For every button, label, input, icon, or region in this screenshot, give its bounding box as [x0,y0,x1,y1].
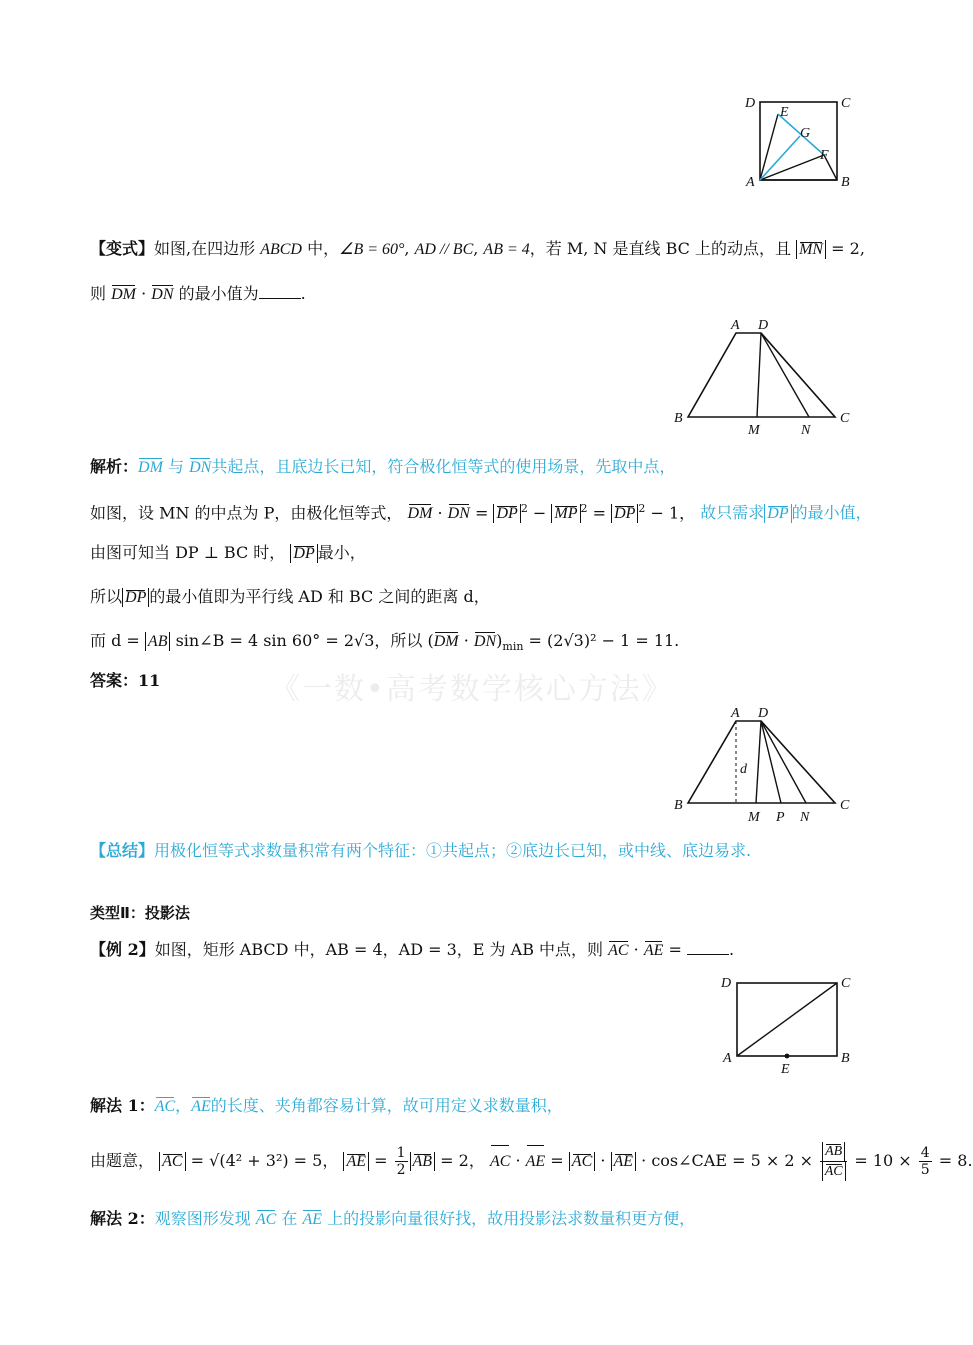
fig3-label-c: C [840,798,850,813]
fig1-label-b: B [841,175,850,190]
fig3-label-n: N [800,810,810,825]
fig4-label-e: E [781,1062,790,1077]
figure-square-abcd [738,92,858,192]
fig3-label-p: P [776,810,785,825]
analysis-line-3: 由图可知当 DP ⊥ BC 时， DP 最小， [90,543,366,562]
fig3-label-a: A [731,706,740,721]
fig3-label-d: D [758,706,769,721]
analysis-line-1: 解析：DM 与 DN共起点，且底边长已知，符合极化恒等式的使用场景，先取中点， [90,456,675,479]
fig4-label-a: A [723,1051,732,1066]
fig2-label-d: D [758,318,769,333]
figure-trapezoid-distance [668,703,858,828]
fig4-label-c: C [841,976,851,991]
example2-line: 【例 2】如图，矩形 ABCD 中，AB = 4，AD = 3，E 为 AB 中点，则 AC · AE = . [90,939,734,962]
figure-rectangle [718,970,858,1080]
solution2-line: 解法 2：观察图形发现 AC 在 AE 上的投影向量很好找，故用投影法求数量积更方便， [90,1208,695,1231]
variant-line-1: 【变式】如图,在四边形 ABCD 中，∠B = 60°, AD // BC, AB = 4，若 M, N 是直线 BC 上的动点，且 MN = 2, [90,239,865,258]
fig4-label-b: B [841,1051,850,1066]
fig3-label-d-distance: d [740,762,747,777]
solution1-line-1: 解法 1：AC，AE的长度、夹角都容易计算，故可用定义求数量积， [90,1095,563,1118]
fig2-label-m: M [748,423,760,438]
fig2-label-c: C [840,411,850,426]
fig1-label-c: C [841,96,851,111]
fig4-label-d: D [721,976,732,991]
watermark: 《一数•高考数学核心方法》 [270,672,674,707]
fig2-label-n: N [801,423,811,438]
fig3-label-m: M [748,810,760,825]
analysis-line-4: 所以 DP 的最小值即为平行线 AD 和 BC 之间的距离 d， [90,587,490,606]
fig2-label-b: B [674,411,683,426]
fig1-label-f: F [820,148,829,163]
fig1-label-e: E [780,105,789,120]
fig1-label-g: G [800,126,811,141]
section-title: 类型Ⅱ：投影法 [90,904,190,922]
variant-line-2: 则 DM · DN 的最小值为 . [90,283,306,306]
fig2-label-a: A [731,318,740,333]
answer-line: 答案：11 [90,671,161,690]
figure-trapezoid [668,315,858,440]
answer-blank [259,284,301,299]
fig3-label-b: B [674,798,683,813]
summary-line: 【总结】用极化恒等式求数量积常有两个特征：①共起点；②底边长已知，或中线、底边易求. [90,841,752,860]
analysis-line-2: 如图，设 MN 的中点为 P，由极化恒等式， DM · DN = DP $^2$ − MP $^2$ = DP $^2$ − 1， 故只需求 DP 的最小值， [90,498,872,525]
fig1-label-a: A [746,175,755,190]
solution1-line-2: 由题意， AC = √(4² + 3²) = 5， AE = $\frac{1}{2}$ AB = 2， AC · AE = AC · AE · cos∠CAE = 5 × 2 × $\frac{AB}{AC}$ = 10 × $\frac{4}{5}$ = 8. [90,1144,973,1179]
fig1-label-d: D [745,96,756,111]
variant-tag: 【变式】 [90,239,155,258]
analysis-line-5: 而 d = AB sin∠B = 4 sin 60° = 2√3，所以 $(DM \cdot DN)_{min} = (2√3)^2 - 1 = 11$. [90,631,680,654]
